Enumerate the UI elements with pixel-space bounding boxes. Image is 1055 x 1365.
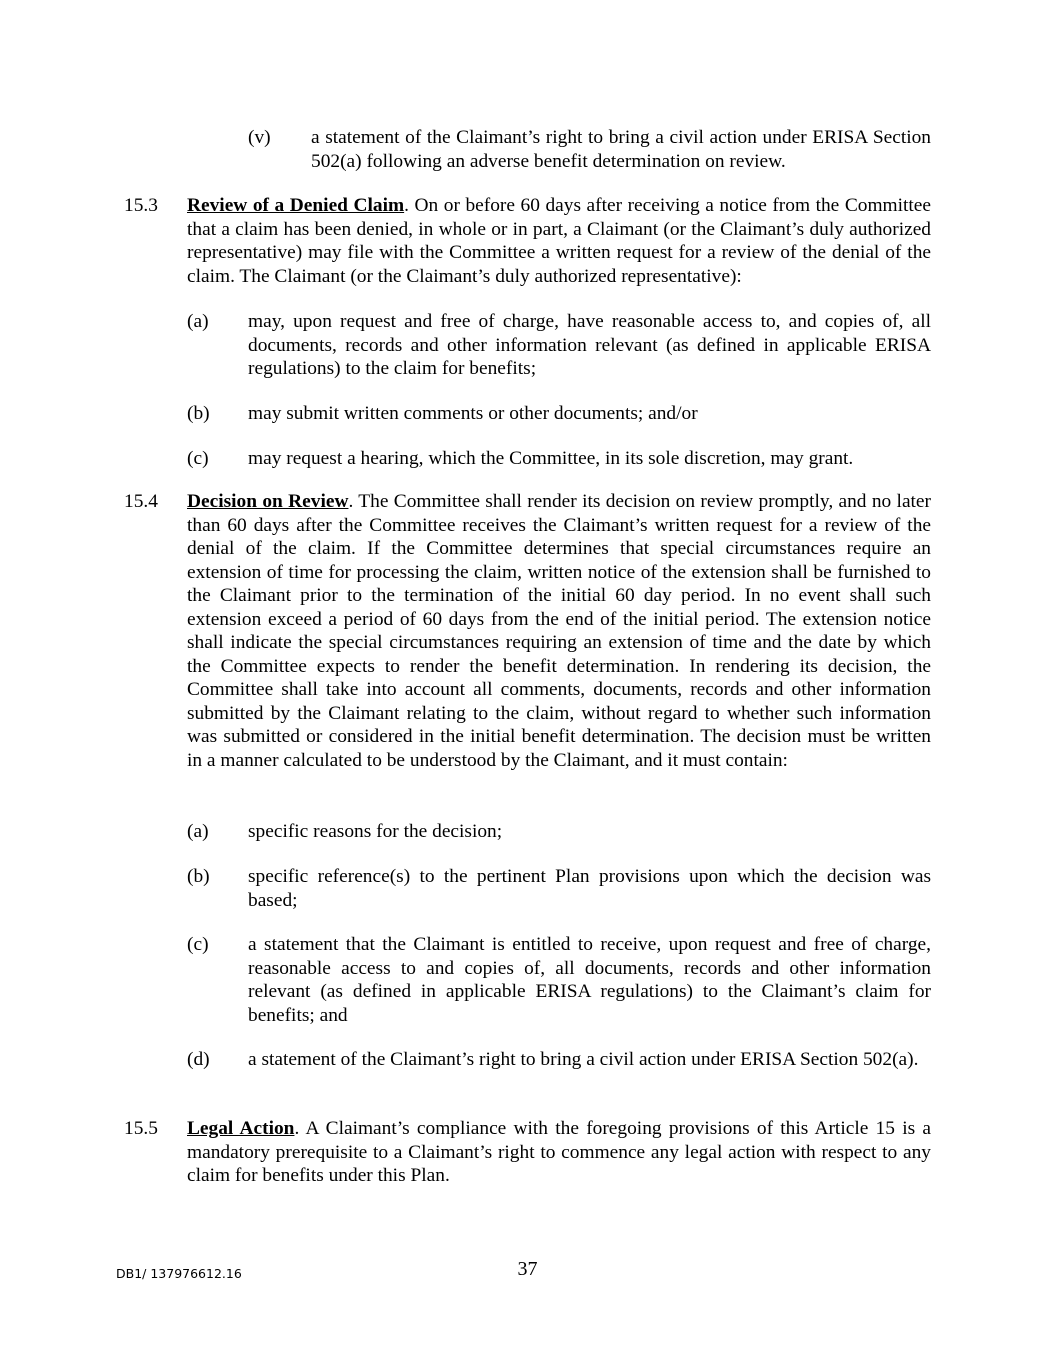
section-text-15-3: . On or before 60 days after receiving a notice from the Committee that a claim has been denied, in whole or in part, a Claimant (or the Claimant’s duly authorized representative) may file with the Committee a written request for a review of the denial of the claim. The Claimant (or the Claimant’s duly authorized representative):: [187, 195, 931, 287]
item-text-15-3-c: may request a hearing, which the Committee, in its sole discretion, may grant.: [248, 448, 854, 469]
page-number: 37: [517, 1258, 538, 1280]
section-15-5-body: [187, 1117, 931, 1188]
section-15-3-body: [187, 194, 931, 288]
item-text-v: a statement of the Claimant’s right to bring a civil action under ERISA Section 502(a) following an adverse benefit determination on review.: [311, 127, 931, 172]
item-v: [311, 126, 931, 173]
item-label-15-4-d: (d): [187, 1049, 210, 1070]
section-text-15-4: . The Committee shall render its decision on review promptly, and no later than 60 days after the Committee receives the Claimant’s written request for a review of the denial of the claim. If the Committee determines that special circumstances require an extension of time for processing the claim, written notice of the extension shall be furnished to the Claimant prior to the termination of the initial 60 day period. In no event shall such extension exceed a period of 60 days from the end of the initial period. The extension notice shall indicate the special circumstances requiring an extension of time and the date by which the Committee expects to render the benefit determination. In rendering its decision, the Committee shall take into account all comments, documents, records and other information submitted by the Claimant relating to the claim, without regard to whether such information was submitted or considered in the initial benefit determination. The decision must be written in a manner calculated to be understood by the Claimant, and it must contain:: [187, 491, 931, 771]
item-15-4-b: [248, 865, 931, 912]
section-text-15-5: . A Claimant’s compliance with the foregoing provisions of this Article 15 is a mandatory prerequisite to a Claimant’s right to commence any legal action with respect to any claim for benefits under this Plan.: [187, 1118, 931, 1186]
item-label-15-4-a: (a): [187, 821, 209, 842]
item-15-4-a: [248, 820, 931, 844]
item-15-3-b: [248, 402, 931, 426]
item-label-v: (v): [248, 127, 271, 148]
section-heading-15-5: Legal Action: [187, 1118, 295, 1139]
item-label-15-4-b: (b): [187, 866, 210, 887]
item-text-15-4-d: a statement of the Claimant’s right to bring a civil action under ERISA Section 502(a).: [248, 1049, 919, 1070]
item-text-15-4-a: specific reasons for the decision;: [248, 821, 503, 842]
section-15-4-body: [187, 490, 931, 772]
item-text-15-4-c: a statement that the Claimant is entitled to receive, upon request and free of charge, reasonable access to and copies of, all documents, records and other information relevant (as defined in applicable ERISA regulations) to the Claimant’s claim for benefits; and: [248, 934, 931, 1026]
section-15-5: [187, 1117, 931, 1188]
item-text-15-3-a: may, upon request and free of charge, have reasonable access to, and copies of, all documents, records and other information relevant (as defined in applicable ERISA regulations) to the claim for benefits;: [248, 311, 931, 379]
section-number-15-5: 15.5: [124, 1118, 158, 1139]
item-15-4-c: [248, 933, 931, 1027]
item-label-15-3-c: (c): [187, 448, 209, 469]
section-15-4: [187, 490, 931, 772]
item-label-15-3-b: (b): [187, 403, 210, 424]
item-15-4-d: [248, 1048, 931, 1072]
item-label-15-4-c: (c): [187, 934, 209, 955]
section-number-15-4: 15.4: [124, 491, 158, 512]
section-number-15-3: 15.3: [124, 195, 158, 216]
item-label-15-3-a: (a): [187, 311, 209, 332]
section-heading-15-3: Review of a Denied Claim: [187, 195, 405, 216]
item-text-15-3-b: may submit written comments or other documents; and/or: [248, 403, 698, 424]
item-15-3-a: [248, 310, 931, 381]
item-15-3-c: [248, 447, 931, 471]
section-heading-15-4: Decision on Review: [187, 491, 349, 512]
document-id: DB1/ 137976612.16: [116, 1266, 242, 1281]
section-15-3: [187, 194, 931, 288]
item-text-15-4-b: specific reference(s) to the pertinent Plan provisions upon which the decision was based;: [248, 866, 931, 911]
